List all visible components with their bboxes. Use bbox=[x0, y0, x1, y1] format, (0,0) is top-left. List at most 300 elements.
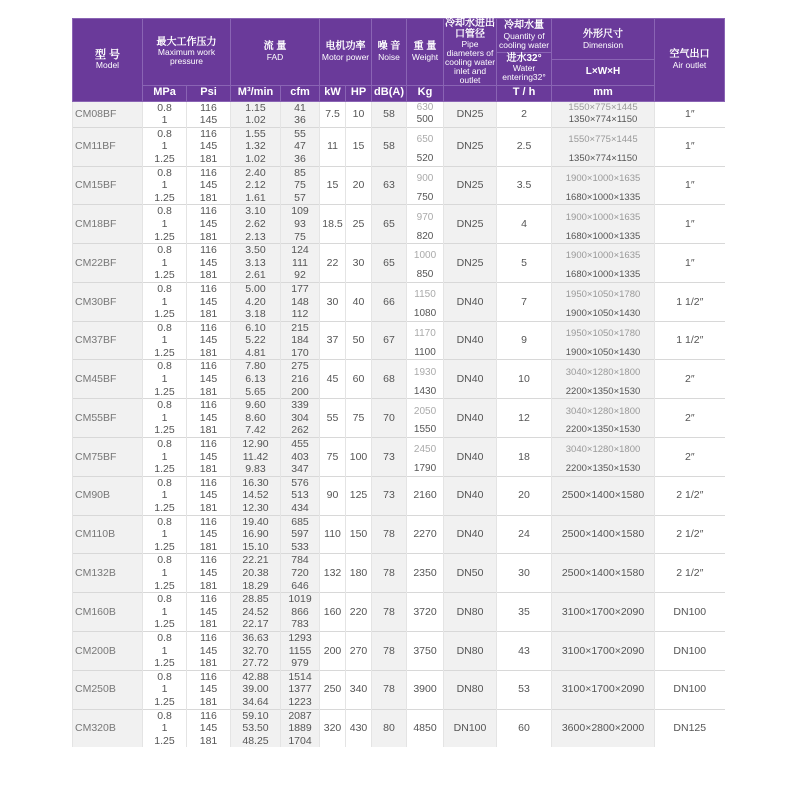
table-header bbox=[73, 19, 725, 102]
fad-cfm: 170 bbox=[281, 347, 320, 360]
fad-cfm: 36 bbox=[281, 153, 320, 166]
pipe-diameter: DN25 bbox=[444, 101, 497, 127]
unit-th: T / h bbox=[497, 85, 552, 101]
pressure-mpa: 1 bbox=[143, 606, 187, 619]
fad-m3min: 5.22 bbox=[231, 334, 281, 347]
pressure-mpa: 0.8 bbox=[143, 166, 187, 179]
fad-m3min: 2.61 bbox=[231, 269, 281, 282]
fad-cfm: 275 bbox=[281, 360, 320, 373]
pressure-psi: 116 bbox=[187, 399, 231, 412]
air-outlet: 2 1/2″ bbox=[655, 515, 725, 554]
pressure-mpa: 1.25 bbox=[143, 696, 187, 709]
water-quantity: 7 bbox=[497, 282, 552, 321]
noise-db: 73 bbox=[372, 438, 407, 477]
model-name: CM110B bbox=[73, 515, 143, 554]
pipe-diameter: DN50 bbox=[444, 554, 497, 593]
motor-hp: 25 bbox=[346, 205, 372, 244]
noise-db: 58 bbox=[372, 101, 407, 127]
pipe-diameter: DN40 bbox=[444, 515, 497, 554]
pressure-mpa: 1.25 bbox=[143, 308, 187, 321]
pressure-psi: 116 bbox=[187, 166, 231, 179]
fad-cfm: 216 bbox=[281, 373, 320, 386]
pressure-mpa: 0.8 bbox=[143, 438, 187, 451]
pressure-mpa: 1 bbox=[143, 334, 187, 347]
pipe-diameter: DN80 bbox=[444, 670, 497, 709]
fad-cfm: 262 bbox=[281, 424, 320, 437]
air-outlet: DN100 bbox=[655, 593, 725, 632]
pressure-psi: 181 bbox=[187, 347, 231, 360]
unit-cfm: cfm bbox=[281, 85, 320, 101]
table-row bbox=[73, 321, 725, 334]
header-motor: 电机功率 Motor power bbox=[320, 19, 372, 86]
fad-cfm: 455 bbox=[281, 438, 320, 451]
pressure-mpa: 1 bbox=[143, 257, 187, 270]
model-name: CM22BF bbox=[73, 244, 143, 283]
fad-cfm: 866 bbox=[281, 606, 320, 619]
spec-table-container bbox=[72, 18, 724, 747]
fad-cfm: 979 bbox=[281, 657, 320, 670]
fad-m3min: 24.52 bbox=[231, 606, 281, 619]
pressure-psi: 181 bbox=[187, 541, 231, 554]
pressure-mpa: 0.8 bbox=[143, 515, 187, 528]
fad-m3min: 12.90 bbox=[231, 438, 281, 451]
noise-db: 70 bbox=[372, 399, 407, 438]
fad-m3min: 5.65 bbox=[231, 386, 281, 399]
pressure-psi: 116 bbox=[187, 360, 231, 373]
weight-value: 2160 bbox=[407, 476, 444, 515]
fad-m3min: 48.25 bbox=[231, 735, 281, 748]
fad-cfm: 513 bbox=[281, 489, 320, 502]
motor-hp: 125 bbox=[346, 476, 372, 515]
pressure-mpa: 1.25 bbox=[143, 735, 187, 748]
pressure-psi: 116 bbox=[187, 515, 231, 528]
pressure-psi: 181 bbox=[187, 424, 231, 437]
motor-hp: 150 bbox=[346, 515, 372, 554]
model-name: CM37BF bbox=[73, 321, 143, 360]
weight-value: 1930 bbox=[407, 360, 444, 386]
water-quantity: 3.5 bbox=[497, 166, 552, 205]
pressure-psi: 116 bbox=[187, 438, 231, 451]
air-outlet: DN100 bbox=[655, 670, 725, 709]
fad-cfm: 1377 bbox=[281, 683, 320, 696]
dimension-value: 1350×774×1150 bbox=[552, 153, 655, 166]
air-outlet: 1″ bbox=[655, 101, 725, 127]
model-name: CM15BF bbox=[73, 166, 143, 205]
pressure-psi: 145 bbox=[187, 528, 231, 541]
fad-m3min: 2.12 bbox=[231, 179, 281, 192]
noise-db: 78 bbox=[372, 554, 407, 593]
pipe-diameter: DN25 bbox=[444, 205, 497, 244]
fad-cfm: 685 bbox=[281, 515, 320, 528]
fad-m3min: 9.83 bbox=[231, 463, 281, 476]
water-quantity: 2 bbox=[497, 101, 552, 127]
dimension-value: 1900×1050×1430 bbox=[552, 308, 655, 321]
pressure-mpa: 1 bbox=[143, 140, 187, 153]
fad-cfm: 347 bbox=[281, 463, 320, 476]
compressor-spec-table bbox=[72, 18, 725, 747]
motor-hp: 60 bbox=[346, 360, 372, 399]
dimension-value: 1900×1000×1635 bbox=[552, 205, 655, 231]
dimension-value: 1680×1000×1335 bbox=[552, 269, 655, 282]
unit-hp: HP bbox=[346, 85, 372, 101]
dimension-value: 3100×1700×2090 bbox=[552, 670, 655, 709]
fad-cfm: 2087 bbox=[281, 709, 320, 722]
fad-cfm: 403 bbox=[281, 451, 320, 464]
fad-m3min: 34.64 bbox=[231, 696, 281, 709]
pressure-psi: 116 bbox=[187, 127, 231, 140]
header-noise: 噪 音 Noise bbox=[372, 19, 407, 86]
fad-cfm: 36 bbox=[281, 114, 320, 127]
motor-kw: 18.5 bbox=[320, 205, 346, 244]
fad-cfm: 75 bbox=[281, 179, 320, 192]
pressure-psi: 116 bbox=[187, 205, 231, 218]
pressure-mpa: 1 bbox=[143, 114, 187, 127]
pressure-mpa: 1 bbox=[143, 489, 187, 502]
fad-cfm: 1704 bbox=[281, 735, 320, 748]
table-row bbox=[73, 709, 725, 722]
unit-psi: Psi bbox=[187, 85, 231, 101]
motor-kw: 132 bbox=[320, 554, 346, 593]
pressure-mpa: 0.8 bbox=[143, 127, 187, 140]
table-row bbox=[73, 670, 725, 683]
pressure-mpa: 1 bbox=[143, 722, 187, 735]
fad-cfm: 646 bbox=[281, 580, 320, 593]
fad-cfm: 93 bbox=[281, 218, 320, 231]
weight-value: 1550 bbox=[407, 424, 444, 437]
fad-cfm: 720 bbox=[281, 567, 320, 580]
pressure-psi: 116 bbox=[187, 631, 231, 644]
pressure-mpa: 1 bbox=[143, 567, 187, 580]
motor-hp: 40 bbox=[346, 282, 372, 321]
fad-m3min: 1.32 bbox=[231, 140, 281, 153]
air-outlet: 1″ bbox=[655, 244, 725, 283]
noise-db: 68 bbox=[372, 360, 407, 399]
fad-m3min: 8.60 bbox=[231, 412, 281, 425]
fad-m3min: 20.38 bbox=[231, 567, 281, 580]
air-outlet: 1″ bbox=[655, 127, 725, 166]
fad-cfm: 533 bbox=[281, 541, 320, 554]
pressure-mpa: 0.8 bbox=[143, 205, 187, 218]
noise-db: 78 bbox=[372, 631, 407, 670]
motor-hp: 10 bbox=[346, 101, 372, 127]
weight-value: 2450 bbox=[407, 438, 444, 464]
pressure-psi: 116 bbox=[187, 282, 231, 295]
air-outlet: 2″ bbox=[655, 438, 725, 477]
dimension-value: 1900×1050×1430 bbox=[552, 347, 655, 360]
motor-kw: 320 bbox=[320, 709, 346, 747]
fad-cfm: 57 bbox=[281, 192, 320, 205]
motor-hp: 50 bbox=[346, 321, 372, 360]
fad-m3min: 22.21 bbox=[231, 554, 281, 567]
air-outlet: DN100 bbox=[655, 631, 725, 670]
model-name: CM200B bbox=[73, 631, 143, 670]
weight-value: 1150 bbox=[407, 282, 444, 308]
pressure-psi: 145 bbox=[187, 114, 231, 127]
pressure-mpa: 1 bbox=[143, 296, 187, 309]
motor-kw: 110 bbox=[320, 515, 346, 554]
noise-db: 66 bbox=[372, 282, 407, 321]
water-quantity: 5 bbox=[497, 244, 552, 283]
pressure-mpa: 0.8 bbox=[143, 360, 187, 373]
water-quantity: 2.5 bbox=[497, 127, 552, 166]
pressure-mpa: 1.25 bbox=[143, 192, 187, 205]
weight-value: 900 bbox=[407, 166, 444, 192]
pressure-psi: 116 bbox=[187, 244, 231, 257]
fad-cfm: 47 bbox=[281, 140, 320, 153]
dimension-value: 1950×1050×1780 bbox=[552, 321, 655, 347]
unit-kg: Kg bbox=[407, 85, 444, 101]
dimension-value: 2200×1350×1530 bbox=[552, 424, 655, 437]
pipe-diameter: DN40 bbox=[444, 360, 497, 399]
air-outlet: 2″ bbox=[655, 399, 725, 438]
unit-pipe-blank bbox=[444, 85, 497, 101]
fad-m3min: 22.17 bbox=[231, 618, 281, 631]
fad-m3min: 1.61 bbox=[231, 192, 281, 205]
noise-db: 58 bbox=[372, 127, 407, 166]
fad-m3min: 39.00 bbox=[231, 683, 281, 696]
header-pressure: 最大工作压力 Maximum work pressure bbox=[143, 19, 231, 86]
water-quantity: 35 bbox=[497, 593, 552, 632]
fad-m3min: 3.10 bbox=[231, 205, 281, 218]
pressure-mpa: 1.25 bbox=[143, 502, 187, 515]
pressure-psi: 116 bbox=[187, 593, 231, 606]
fad-m3min: 5.00 bbox=[231, 282, 281, 295]
fad-cfm: 339 bbox=[281, 399, 320, 412]
pipe-diameter: DN100 bbox=[444, 709, 497, 747]
noise-db: 65 bbox=[372, 205, 407, 244]
weight-value: 3750 bbox=[407, 631, 444, 670]
fad-m3min: 18.29 bbox=[231, 580, 281, 593]
noise-db: 63 bbox=[372, 166, 407, 205]
fad-m3min: 16.90 bbox=[231, 528, 281, 541]
pressure-psi: 145 bbox=[187, 722, 231, 735]
model-name: CM90B bbox=[73, 476, 143, 515]
motor-kw: 15 bbox=[320, 166, 346, 205]
pressure-mpa: 0.8 bbox=[143, 670, 187, 683]
fad-cfm: 434 bbox=[281, 502, 320, 515]
fad-cfm: 1514 bbox=[281, 670, 320, 683]
fad-cfm: 177 bbox=[281, 282, 320, 295]
pipe-diameter: DN25 bbox=[444, 127, 497, 166]
motor-kw: 11 bbox=[320, 127, 346, 166]
pressure-psi: 145 bbox=[187, 218, 231, 231]
pressure-mpa: 1.25 bbox=[143, 657, 187, 670]
pressure-psi: 116 bbox=[187, 476, 231, 489]
dimension-value: 3040×1280×1800 bbox=[552, 438, 655, 464]
model-name: CM55BF bbox=[73, 399, 143, 438]
weight-value: 2270 bbox=[407, 515, 444, 554]
model-name: CM132B bbox=[73, 554, 143, 593]
fad-m3min: 1.02 bbox=[231, 153, 281, 166]
pipe-diameter: DN40 bbox=[444, 399, 497, 438]
model-name: CM75BF bbox=[73, 438, 143, 477]
motor-kw: 7.5 bbox=[320, 101, 346, 127]
dimension-value: 2500×1400×1580 bbox=[552, 476, 655, 515]
motor-hp: 340 bbox=[346, 670, 372, 709]
pressure-psi: 181 bbox=[187, 269, 231, 282]
pressure-mpa: 1 bbox=[143, 683, 187, 696]
fad-m3min: 19.40 bbox=[231, 515, 281, 528]
pressure-mpa: 0.8 bbox=[143, 399, 187, 412]
model-name: CM18BF bbox=[73, 205, 143, 244]
water-quantity: 53 bbox=[497, 670, 552, 709]
weight-value: 1100 bbox=[407, 347, 444, 360]
pressure-psi: 116 bbox=[187, 554, 231, 567]
motor-hp: 180 bbox=[346, 554, 372, 593]
fad-m3min: 28.85 bbox=[231, 593, 281, 606]
dimension-value: 3040×1280×1800 bbox=[552, 399, 655, 425]
dimension-value: 3040×1280×1800 bbox=[552, 360, 655, 386]
air-outlet: 2″ bbox=[655, 360, 725, 399]
air-outlet: 1 1/2″ bbox=[655, 321, 725, 360]
fad-cfm: 184 bbox=[281, 334, 320, 347]
motor-kw: 37 bbox=[320, 321, 346, 360]
pressure-mpa: 1 bbox=[143, 451, 187, 464]
weight-value: 3720 bbox=[407, 593, 444, 632]
pipe-diameter: DN40 bbox=[444, 321, 497, 360]
dimension-value: 1950×1050×1780 bbox=[552, 282, 655, 308]
fad-cfm: 112 bbox=[281, 308, 320, 321]
dimension-value: 1680×1000×1335 bbox=[552, 231, 655, 244]
fad-m3min: 12.30 bbox=[231, 502, 281, 515]
water-quantity: 18 bbox=[497, 438, 552, 477]
fad-m3min: 6.10 bbox=[231, 321, 281, 334]
header-weight: 重 量 Weight bbox=[407, 19, 444, 86]
dimension-value: 1900×1000×1635 bbox=[552, 166, 655, 192]
fad-m3min: 7.80 bbox=[231, 360, 281, 373]
pressure-psi: 145 bbox=[187, 645, 231, 658]
table-row bbox=[73, 554, 725, 567]
pressure-psi: 181 bbox=[187, 735, 231, 748]
motor-hp: 100 bbox=[346, 438, 372, 477]
pressure-psi: 181 bbox=[187, 580, 231, 593]
pressure-psi: 116 bbox=[187, 321, 231, 334]
pressure-mpa: 1.25 bbox=[143, 386, 187, 399]
motor-hp: 75 bbox=[346, 399, 372, 438]
water-quantity: 4 bbox=[497, 205, 552, 244]
motor-hp: 30 bbox=[346, 244, 372, 283]
air-outlet: 1″ bbox=[655, 205, 725, 244]
dimension-value: 2500×1400×1580 bbox=[552, 554, 655, 593]
fad-m3min: 2.13 bbox=[231, 231, 281, 244]
noise-db: 67 bbox=[372, 321, 407, 360]
dimension-value: 1900×1000×1635 bbox=[552, 244, 655, 270]
dimension-value: 3600×2800×2000 bbox=[552, 709, 655, 747]
motor-kw: 55 bbox=[320, 399, 346, 438]
pressure-psi: 181 bbox=[187, 502, 231, 515]
unit-kw: kW bbox=[320, 85, 346, 101]
noise-db: 78 bbox=[372, 515, 407, 554]
dimension-value: 1680×1000×1335 bbox=[552, 192, 655, 205]
fad-cfm: 304 bbox=[281, 412, 320, 425]
fad-cfm: 148 bbox=[281, 296, 320, 309]
motor-kw: 250 bbox=[320, 670, 346, 709]
pressure-mpa: 1.25 bbox=[143, 424, 187, 437]
fad-m3min: 6.13 bbox=[231, 373, 281, 386]
pressure-mpa: 1.25 bbox=[143, 541, 187, 554]
pressure-psi: 181 bbox=[187, 657, 231, 670]
air-outlet: 2 1/2″ bbox=[655, 554, 725, 593]
model-name: CM45BF bbox=[73, 360, 143, 399]
fad-m3min: 36.63 bbox=[231, 631, 281, 644]
pipe-diameter: DN40 bbox=[444, 282, 497, 321]
fad-m3min: 14.52 bbox=[231, 489, 281, 502]
pressure-mpa: 1 bbox=[143, 645, 187, 658]
fad-cfm: 124 bbox=[281, 244, 320, 257]
pressure-mpa: 1 bbox=[143, 373, 187, 386]
pressure-mpa: 1.25 bbox=[143, 618, 187, 631]
fad-m3min: 4.20 bbox=[231, 296, 281, 309]
dimension-value: 3100×1700×2090 bbox=[552, 593, 655, 632]
pressure-mpa: 1.25 bbox=[143, 463, 187, 476]
dimension-value: 2200×1350×1530 bbox=[552, 386, 655, 399]
motor-hp: 20 bbox=[346, 166, 372, 205]
air-outlet: 1″ bbox=[655, 166, 725, 205]
table-row bbox=[73, 127, 725, 140]
pressure-psi: 145 bbox=[187, 179, 231, 192]
pressure-psi: 145 bbox=[187, 412, 231, 425]
pressure-psi: 116 bbox=[187, 101, 231, 114]
weight-value: 520 bbox=[407, 153, 444, 166]
motor-hp: 15 bbox=[346, 127, 372, 166]
weight-value: 2350 bbox=[407, 554, 444, 593]
weight-value: 750 bbox=[407, 192, 444, 205]
water-quantity: 10 bbox=[497, 360, 552, 399]
fad-m3min: 3.50 bbox=[231, 244, 281, 257]
pressure-mpa: 1 bbox=[143, 218, 187, 231]
pipe-diameter: DN25 bbox=[444, 244, 497, 283]
fad-cfm: 109 bbox=[281, 205, 320, 218]
fad-cfm: 597 bbox=[281, 528, 320, 541]
pressure-mpa: 1.25 bbox=[143, 153, 187, 166]
fad-m3min: 42.88 bbox=[231, 670, 281, 683]
table-row bbox=[73, 631, 725, 644]
fad-cfm: 783 bbox=[281, 618, 320, 631]
header-water-qty: 冷却水量 Quantity of cooling water 进水32° Water entering32° bbox=[497, 19, 552, 86]
fad-m3min: 3.18 bbox=[231, 308, 281, 321]
water-quantity: 30 bbox=[497, 554, 552, 593]
weight-value: 850 bbox=[407, 269, 444, 282]
fad-cfm: 1019 bbox=[281, 593, 320, 606]
table-row bbox=[73, 593, 725, 606]
weight-value: 1080 bbox=[407, 308, 444, 321]
water-quantity: 20 bbox=[497, 476, 552, 515]
fad-m3min: 7.42 bbox=[231, 424, 281, 437]
header-pipe: 冷却水进出口管径 Pipe diameters of cooling water inlet and outlet bbox=[444, 18, 496, 85]
header-dimension: 外形尺寸 Dimension L×W×H bbox=[552, 19, 655, 86]
model-name: CM08BF bbox=[73, 101, 143, 127]
pressure-mpa: 1.25 bbox=[143, 347, 187, 360]
motor-hp: 430 bbox=[346, 709, 372, 747]
fad-m3min: 4.81 bbox=[231, 347, 281, 360]
unit-db: dB(A) bbox=[372, 85, 407, 101]
table-row bbox=[73, 166, 725, 179]
fad-cfm: 1223 bbox=[281, 696, 320, 709]
fad-cfm: 41 bbox=[281, 101, 320, 114]
water-quantity: 12 bbox=[497, 399, 552, 438]
pipe-diameter: DN80 bbox=[444, 593, 497, 632]
water-quantity: 60 bbox=[497, 709, 552, 747]
pressure-psi: 145 bbox=[187, 567, 231, 580]
fad-m3min: 53.50 bbox=[231, 722, 281, 735]
pressure-psi: 145 bbox=[187, 373, 231, 386]
pressure-psi: 181 bbox=[187, 463, 231, 476]
dimension-value: 1350×774×1150 bbox=[552, 114, 655, 127]
table-row bbox=[73, 399, 725, 412]
pipe-diameter: DN40 bbox=[444, 476, 497, 515]
pressure-mpa: 0.8 bbox=[143, 476, 187, 489]
unit-m3: M³/min bbox=[231, 85, 281, 101]
